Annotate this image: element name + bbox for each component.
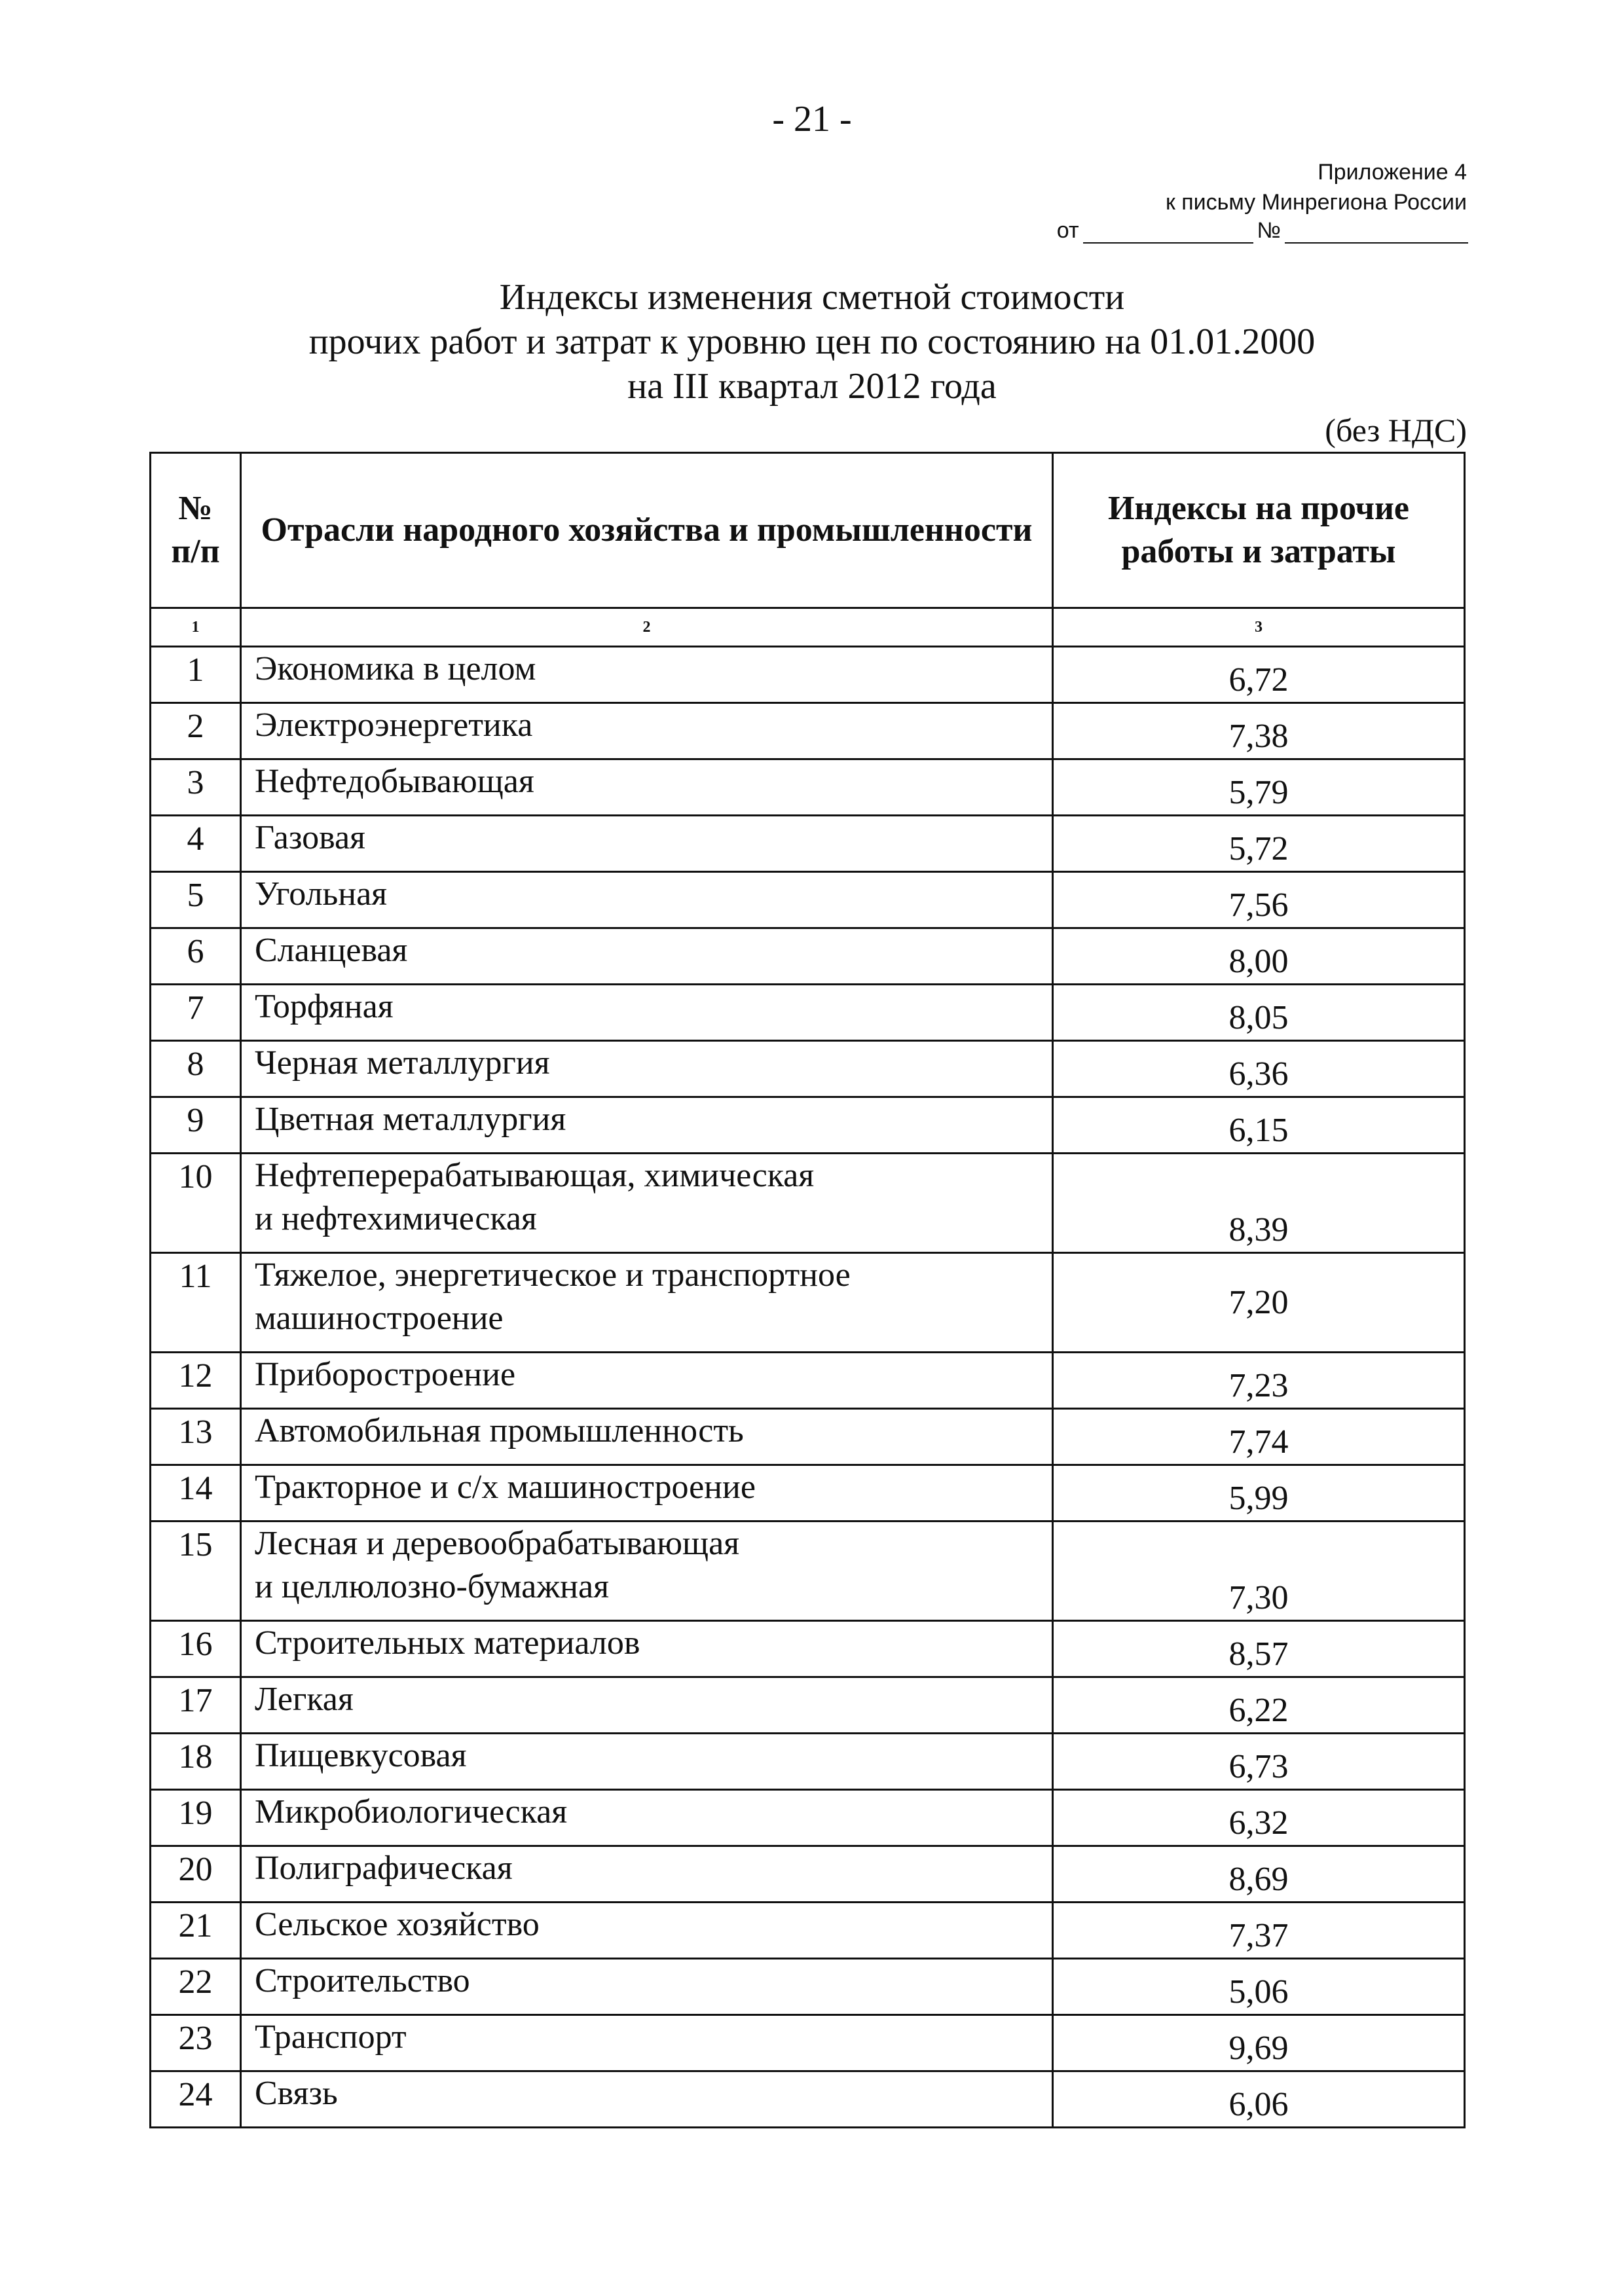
table-row	[151, 1522, 1465, 1621]
branch-name	[241, 1621, 1053, 1677]
table-row	[151, 703, 1465, 759]
branch-name-line: Нефтедобывающая	[255, 763, 534, 800]
table-row	[151, 2015, 1465, 2071]
table-row	[151, 1154, 1465, 1253]
table-row	[151, 1041, 1465, 1097]
branch-name	[241, 1903, 1053, 1959]
branch-name-line: и целлюлозно-бумажная	[255, 1568, 609, 1605]
column-number: 1	[151, 608, 241, 647]
branch-name	[241, 647, 1053, 703]
index-value: 5,99	[1053, 1465, 1465, 1522]
row-number: 24	[151, 2071, 241, 2128]
branch-name-line: Связь	[255, 2075, 338, 2112]
row-number: 6	[151, 928, 241, 985]
branch-name	[241, 928, 1053, 985]
branch-name-line: Нефтеперерабатывающая, химическая	[255, 1157, 815, 1194]
branch-name-line: Микробиологическая	[255, 1793, 568, 1831]
branch-name-line: Лесная и деревообрабатывающая	[255, 1525, 740, 1562]
branch-name	[241, 759, 1053, 816]
index-value: 5,79	[1053, 759, 1465, 816]
table-row	[151, 1465, 1465, 1522]
column-number-row	[151, 608, 1465, 647]
index-value: 8,69	[1053, 1846, 1465, 1903]
index-value: 8,39	[1053, 1154, 1465, 1253]
index-value: 7,74	[1053, 1409, 1465, 1465]
index-table	[149, 452, 1466, 2128]
branch-name	[241, 872, 1053, 928]
index-value: 6,36	[1053, 1041, 1465, 1097]
branch-name-line: Приборостроение	[255, 1356, 516, 1393]
row-number: 1	[151, 647, 241, 703]
branch-name-line: машиностроение	[255, 1300, 504, 1337]
branch-name	[241, 2071, 1053, 2128]
index-value: 6,06	[1053, 2071, 1465, 2128]
table-row	[151, 1677, 1465, 1734]
table-row	[151, 1409, 1465, 1465]
index-value: 7,38	[1053, 703, 1465, 759]
number-sign: №	[1257, 218, 1281, 243]
index-value: 6,22	[1053, 1677, 1465, 1734]
index-value: 6,32	[1053, 1790, 1465, 1846]
table-row	[151, 928, 1465, 985]
branch-name	[241, 1677, 1053, 1734]
branch-name	[241, 1041, 1053, 1097]
row-number: 15	[151, 1522, 241, 1621]
branch-name-line: Сланцевая	[255, 932, 408, 969]
table-row	[151, 647, 1465, 703]
index-value: 8,05	[1053, 985, 1465, 1041]
index-value: 5,06	[1053, 1959, 1465, 2015]
header-branch: Отрасли народного хозяйства и промышленности	[241, 453, 1053, 608]
branch-name	[241, 1734, 1053, 1790]
branch-name-line: Угольная	[255, 875, 388, 913]
row-number: 8	[151, 1041, 241, 1097]
table-row	[151, 2071, 1465, 2128]
branch-name-line: Тракторное и с/х машиностроение	[255, 1468, 756, 1506]
title-line-3: на III квартал 2012 года	[627, 366, 997, 407]
table-row	[151, 872, 1465, 928]
branch-name-line: Легкая	[255, 1681, 354, 1718]
row-number: 3	[151, 759, 241, 816]
branch-name	[241, 1522, 1053, 1621]
column-number: 2	[241, 608, 1053, 647]
index-value: 7,37	[1053, 1903, 1465, 1959]
table-row	[151, 759, 1465, 816]
index-value: 7,56	[1053, 872, 1465, 928]
branch-name-line: Полиграфическая	[255, 1850, 513, 1887]
index-value: 7,23	[1053, 1353, 1465, 1409]
column-number: 3	[1053, 608, 1465, 647]
branch-name-line: Цветная металлургия	[255, 1101, 566, 1138]
appendix-note	[1166, 157, 1467, 217]
branch-name	[241, 1790, 1053, 1846]
branch-name-line: Строительство	[255, 1962, 470, 1999]
branch-name	[241, 816, 1053, 872]
row-number: 14	[151, 1465, 241, 1522]
row-number: 21	[151, 1903, 241, 1959]
appendix-label: Приложение 4	[1318, 160, 1467, 185]
table-row	[151, 1959, 1465, 2015]
branch-name	[241, 1959, 1053, 2015]
date-number-line	[1057, 217, 1468, 244]
appendix-letter-ref: к письму Минрегиона России	[1165, 190, 1467, 215]
index-value: 9,69	[1053, 2015, 1465, 2071]
header-index: Индексы на прочие работы и затраты	[1053, 453, 1465, 608]
index-value: 8,57	[1053, 1621, 1465, 1677]
row-number: 12	[151, 1353, 241, 1409]
table-row	[151, 1353, 1465, 1409]
row-number: 17	[151, 1677, 241, 1734]
row-number: 23	[151, 2015, 241, 2071]
table-row	[151, 1621, 1465, 1677]
table-row	[151, 1253, 1465, 1353]
row-number: 9	[151, 1097, 241, 1154]
table-row	[151, 1097, 1465, 1154]
branch-name-line: Строительных материалов	[255, 1624, 640, 1662]
title-line-2: прочих работ и затрат к уровню цен по состоянию на 01.01.2000	[308, 321, 1316, 362]
table-body	[151, 608, 1465, 2128]
branch-name	[241, 1097, 1053, 1154]
index-value: 8,00	[1053, 928, 1465, 985]
table-row	[151, 1790, 1465, 1846]
header-num: № п/п	[151, 453, 241, 608]
branch-name-line: Черная металлургия	[255, 1044, 550, 1082]
branch-name-line: Экономика в целом	[255, 650, 536, 687]
branch-name	[241, 1409, 1053, 1465]
date-blank	[1083, 217, 1253, 244]
branch-name-line: Автомобильная промышленность	[255, 1412, 744, 1449]
table-row	[151, 1903, 1465, 1959]
branch-name	[241, 1154, 1053, 1253]
branch-name-line: Сельское хозяйство	[255, 1906, 540, 1943]
branch-name	[241, 703, 1053, 759]
page-number: - 21 -	[772, 99, 852, 139]
unit-note: (без НДС)	[1325, 412, 1467, 448]
branch-name-line: Пищевкусовая	[255, 1737, 467, 1774]
row-number: 7	[151, 985, 241, 1041]
index-value: 7,20	[1053, 1253, 1465, 1353]
index-value: 7,30	[1053, 1522, 1465, 1621]
branch-name	[241, 1353, 1053, 1409]
row-number: 20	[151, 1846, 241, 1903]
branch-name	[241, 1465, 1053, 1522]
number-blank	[1285, 217, 1468, 244]
branch-name-line: Транспорт	[255, 2018, 407, 2056]
branch-name	[241, 2015, 1053, 2071]
date-prefix: от	[1056, 218, 1079, 243]
index-value: 6,73	[1053, 1734, 1465, 1790]
row-number: 18	[151, 1734, 241, 1790]
row-number: 2	[151, 703, 241, 759]
row-number: 4	[151, 816, 241, 872]
title-line-1: Индексы изменения сметной стоимости	[499, 277, 1125, 318]
row-number: 22	[151, 1959, 241, 2015]
document-title	[0, 275, 1624, 409]
row-number: 13	[151, 1409, 241, 1465]
branch-name-line: Тяжелое, энергетическое и транспортное	[255, 1256, 851, 1294]
branch-name	[241, 1253, 1053, 1353]
table-row	[151, 816, 1465, 872]
branch-name	[241, 1846, 1053, 1903]
table-header-row	[151, 453, 1465, 608]
index-value: 6,72	[1053, 647, 1465, 703]
branch-name-line: Газовая	[255, 819, 365, 856]
table-row	[151, 985, 1465, 1041]
branch-name	[241, 985, 1053, 1041]
row-number: 11	[151, 1253, 241, 1353]
row-number: 16	[151, 1621, 241, 1677]
index-value: 6,15	[1053, 1097, 1465, 1154]
table-row	[151, 1734, 1465, 1790]
branch-name-line: Электроэнергетика	[255, 706, 533, 744]
table-row	[151, 1846, 1465, 1903]
index-value: 5,72	[1053, 816, 1465, 872]
branch-name-line: Торфяная	[255, 988, 394, 1025]
row-number: 10	[151, 1154, 241, 1253]
row-number: 5	[151, 872, 241, 928]
branch-name-line: и нефтехимическая	[255, 1200, 537, 1237]
row-number: 19	[151, 1790, 241, 1846]
